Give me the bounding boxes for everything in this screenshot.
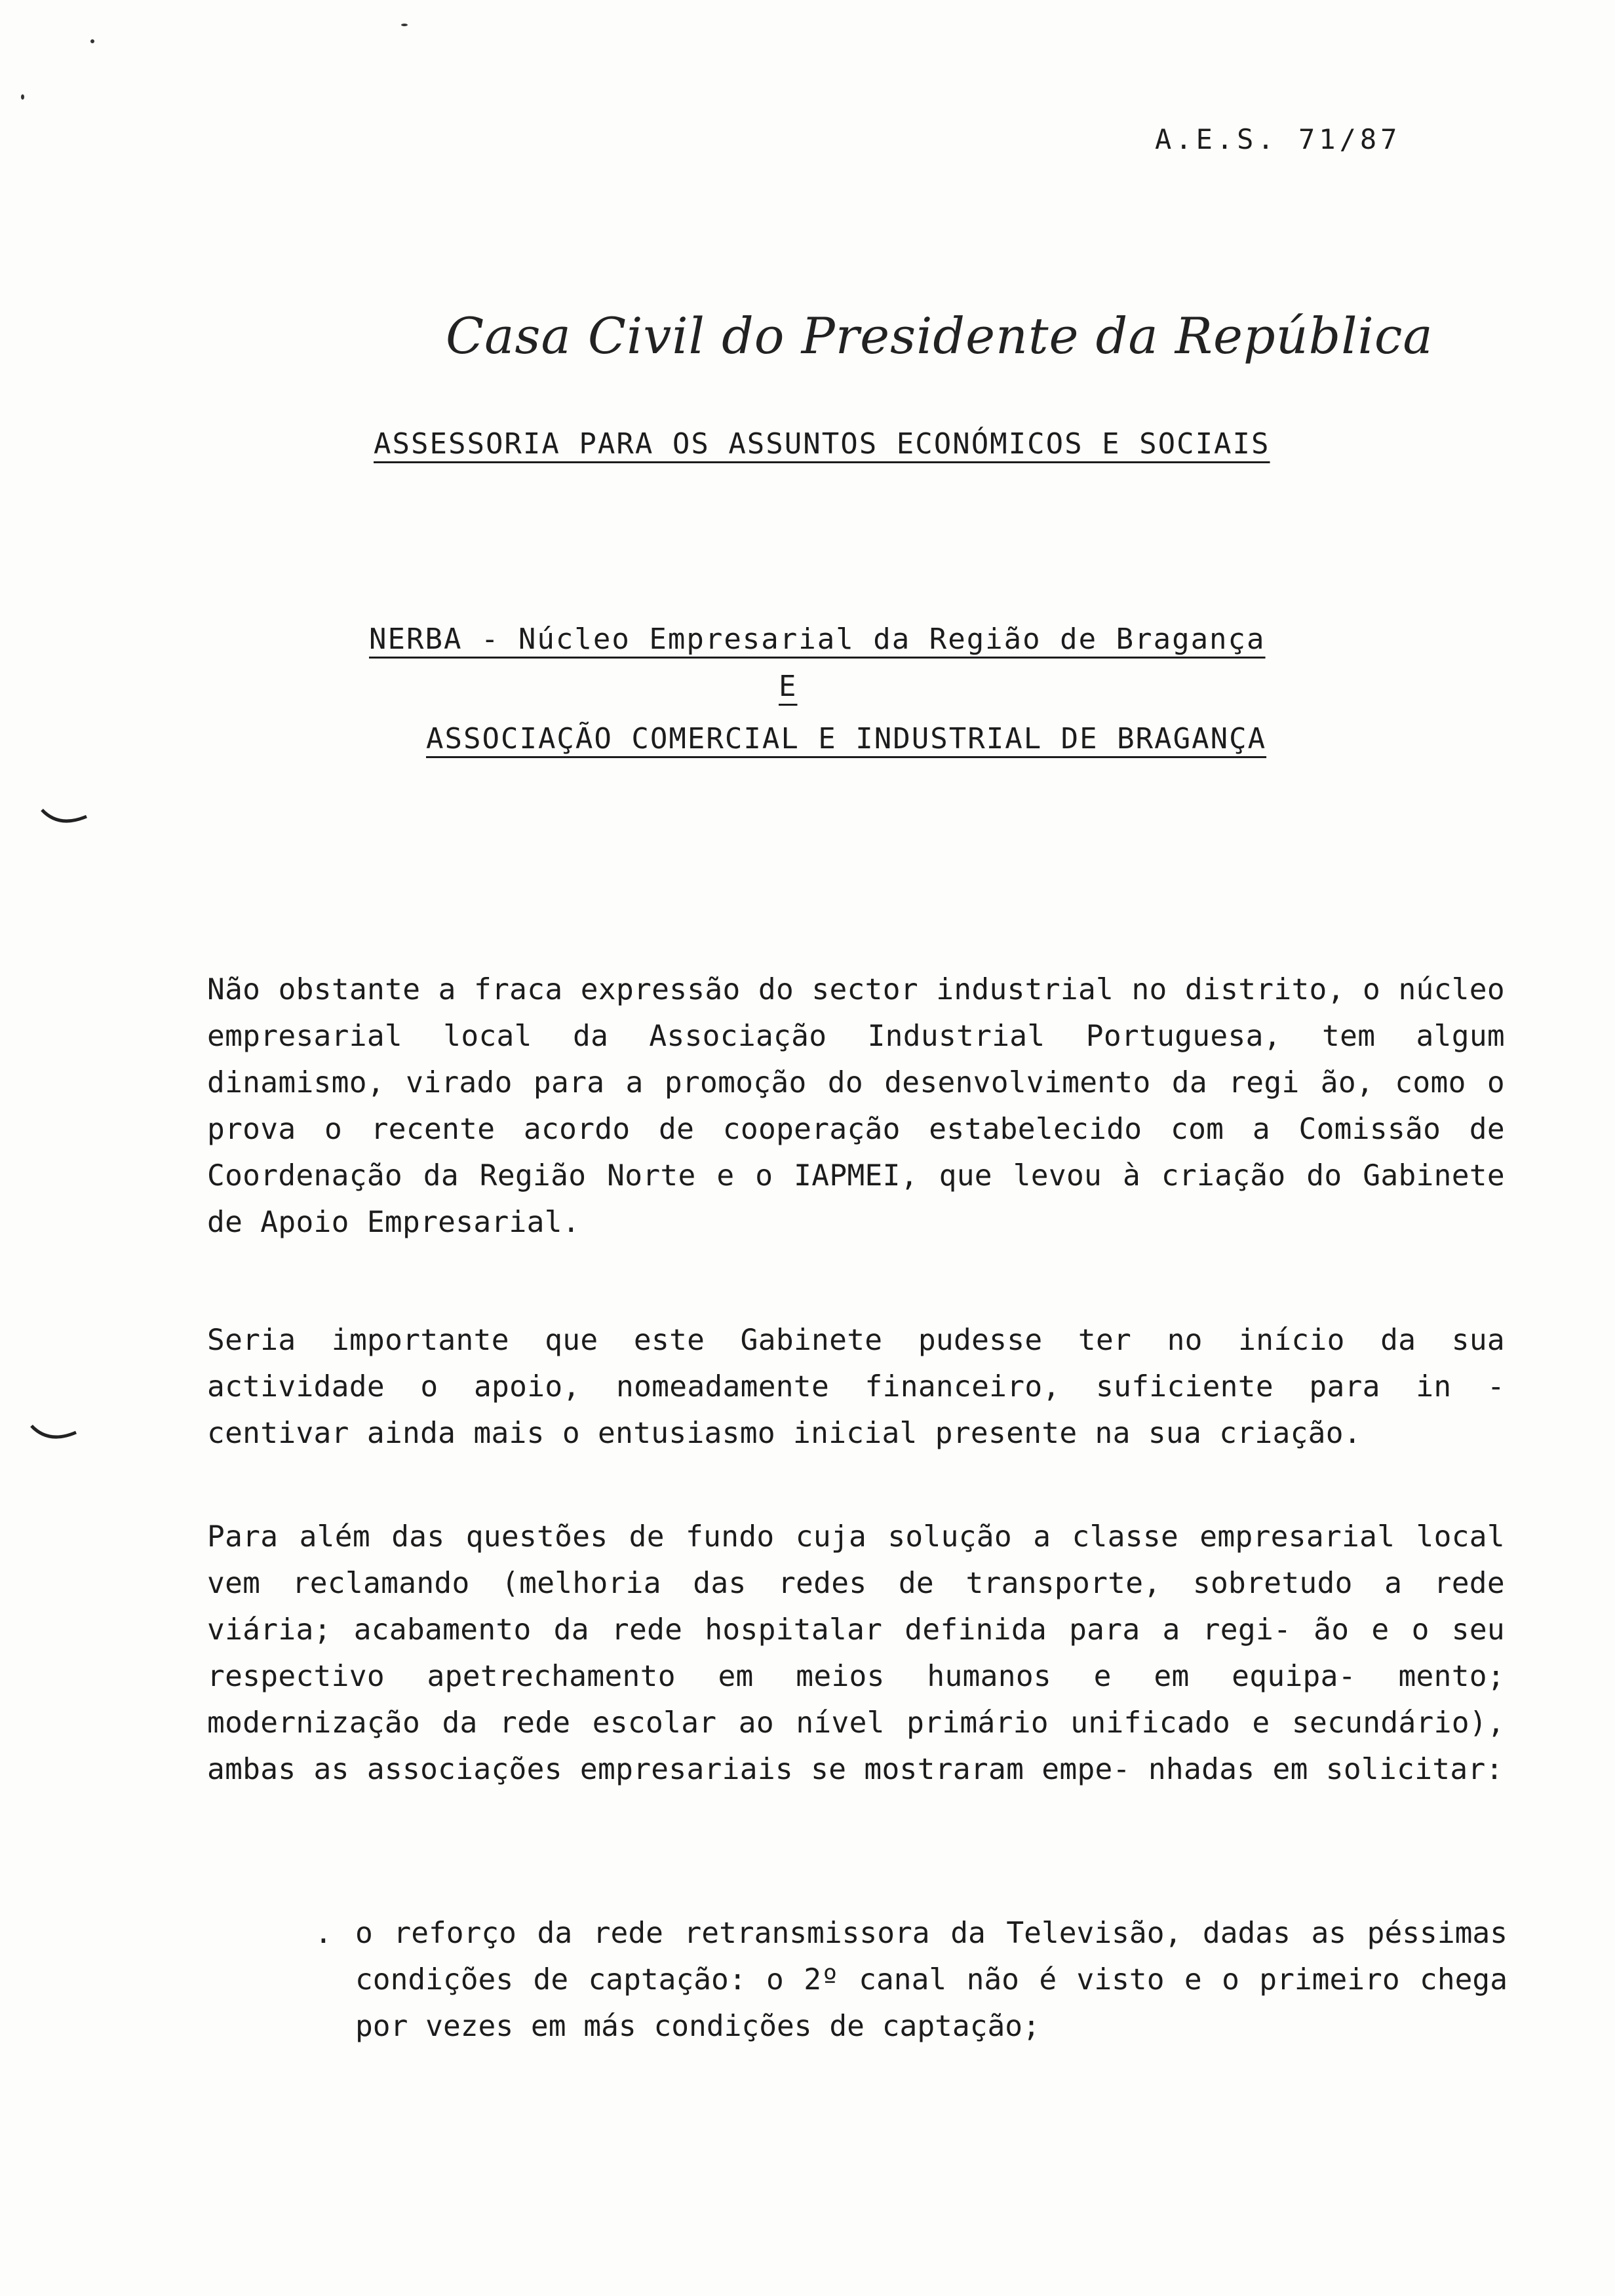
scan-speck (90, 39, 94, 43)
list-item-text: o reforço da rede retransmissora da Televisão, dadas as péssimas condições de captação: o 2º canal não é visto e o primeiro chega por vezes em más condições de captação; (355, 1917, 1508, 2043)
scan-speck (21, 94, 24, 100)
punch-hole-mark (39, 806, 92, 832)
list-bullet: . (315, 1917, 332, 1950)
list-item (315, 1910, 1508, 2050)
paragraph-2: Seria importante que este Gabinete pudesse ter no início da sua actividade o apoio, nomeadamente financeiro, suficiente para in - centivar ainda mais o entusiasmo inicial presente na sua criação. (207, 1324, 1505, 1450)
subject-line-2: ASSOCIAÇÃO COMERCIAL E INDUSTRIAL DE BRAGANÇA (426, 722, 1267, 756)
paragraph-1: Não obstante a fraca expressão do sector industrial no distrito, o núcleo empresarial local da Associação Industrial Portuguesa, tem algum dinamismo, virado para a promoção do desenvolvimento da regi ão, como o prova o recente acordo de cooperação estabelecido com a Comissão de Coordenação da Região Norte e o IAPMEI, que levou à criação do Gabinete de Apoio Empresarial. (207, 973, 1505, 1239)
subject-conjunction: E (779, 670, 798, 703)
department-heading: ASSESSORIA PARA OS ASSUNTOS ECONÓMICOS E SOCIAIS (374, 427, 1270, 461)
punch-hole-mark (29, 1422, 81, 1448)
paragraph-3: Para além das questões de fundo cuja solução a classe empresarial local vem reclamando (melhoria das redes de transporte, sobretudo a rede viária; acabamento da rede hospitalar definida para a regi- ão e o seu respectivo apetrechamento em meios humanos e em equipa- mento; modernização da rede escolar ao nível primário unificado e secundário), ambas as associações empresariais se mostraram empe- nhadas em solicitar: (207, 1520, 1505, 1786)
subject-line-1: NERBA - Núcleo Empresarial da Região de Bragança (369, 622, 1266, 656)
scan-speck (401, 24, 408, 26)
document-reference: A.E.S. 71/87 (1155, 123, 1401, 155)
letterhead: Casa Civil do Presidente da República (446, 307, 1433, 365)
